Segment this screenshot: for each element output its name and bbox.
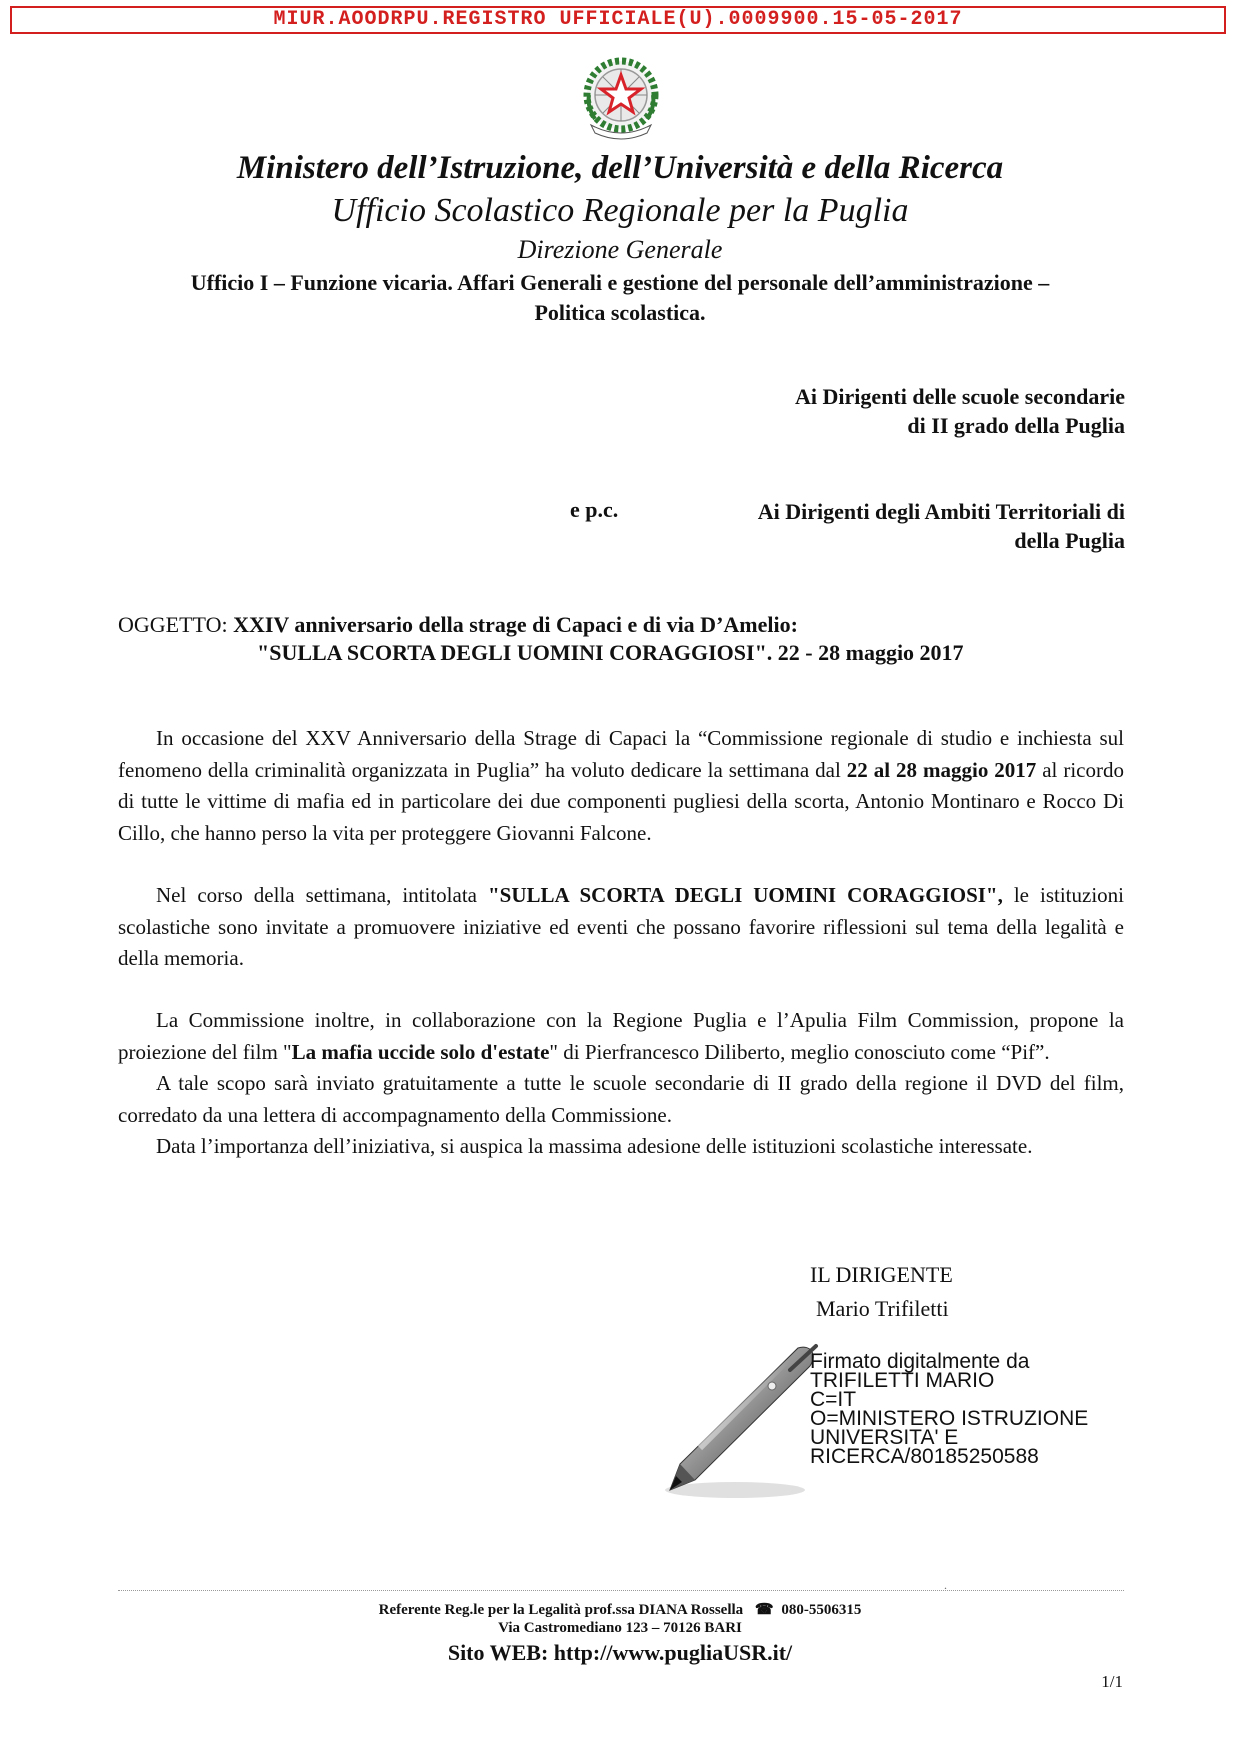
cc-recipients <box>758 497 1125 555</box>
digital-signature-line-4: O=MINISTERO ISTRUZIONE <box>810 1407 1089 1430</box>
primary-recipients-line-2: di II grado della Puglia <box>907 413 1125 438</box>
department-line-2: Politica scolastica. <box>534 300 706 325</box>
footer-referente <box>0 1600 1240 1619</box>
footer-website: Sito WEB: http://www.pugliaUSR.it/ <box>447 1640 793 1665</box>
paragraph-1-text-a: In occasione del XXV Anniversario della Strage di Capaci la “Commissione regionale di studio e inchiesta sul fenomeno della criminalità organizzata in Puglia” ha voluto dedicare la settimana dal <box>118 726 1124 782</box>
paragraph-3-text-b: " di Pierfrancesco Diliberto, meglio conosciuto come “Pif”. <box>549 1039 1050 1064</box>
department-line-1: Ufficio I – Funzione vicaria. Affari Generali e gestione del personale dell’amministrazione – <box>190 270 1050 295</box>
phone-icon: ☎ <box>754 1602 774 1618</box>
footer-referente-text: Referente Reg.le per la Legalità prof.ssa DIANA Rossella <box>378 1602 744 1618</box>
paragraph-2 <box>118 880 1124 975</box>
paragraph-1-text-b: al ricordo di tutte le vittime di mafia ed in particolare dei due componenti pugliesi della scorta, Antonio Montinaro e Rocco Di Cillo, che hanno perso la vita per proteggere Giovanni Falcone. <box>118 757 1124 845</box>
regional-office-title: Ufficio Scolastico Regionale per la Puglia <box>331 192 909 229</box>
paragraph-3-film-title: La mafia uccide solo d'estate <box>291 1039 550 1064</box>
pen-icon <box>640 1340 820 1505</box>
subject-text-2: "SULLA SCORTA DEGLI UOMINI CORAGGIOSI". 22 - 28 maggio 2017 <box>257 640 964 665</box>
footer-address: Via Castromediano 123 – 70126 BARI <box>498 1620 742 1636</box>
paragraph-2-text-a: Nel corso della settimana, intitolata <box>156 883 488 907</box>
subject-text-1: XXIV anniversario della strage di Capaci e di via D’Amelio: <box>233 612 798 637</box>
digital-signature-line-2: TRIFILETTI MARIO <box>810 1369 995 1392</box>
letter-body-part-2 <box>118 880 1124 975</box>
digital-signature-line-5: UNIVERSITA' E <box>810 1426 959 1449</box>
paragraph-2-text-b: le istituzioni scolastiche sono invitate a promuovere iniziative ed eventi che possano favorire riflessioni sul tema della legalità e della memoria. <box>118 883 1124 970</box>
paragraph-2-title: "SULLA SCORTA DEGLI UOMINI CORAGGIOSI", <box>487 883 1003 907</box>
primary-recipients <box>795 382 1125 440</box>
digital-signature-line-1: Firmato digitalmente da <box>810 1350 1030 1373</box>
signatory-title: IL DIRIGENTE <box>810 1262 953 1287</box>
italian-republic-emblem-icon <box>577 55 665 145</box>
department-heading <box>110 268 1130 328</box>
paragraph-3-text-a: La Commissione inoltre, in collaborazione con la Regione Puglia e l’Apulia Film Commission, propone la proiezione del film " <box>118 1008 1124 1064</box>
cc-recipients-line-2: della Puglia <box>1014 528 1125 553</box>
letter-body-part-3 <box>118 1005 1124 1163</box>
digital-signature-block <box>810 1352 1088 1466</box>
subject-label: OGGETTO: <box>118 612 228 637</box>
cc-label: e p.c. <box>570 497 619 522</box>
footer-phone: 080-5506315 <box>781 1602 862 1618</box>
primary-recipients-line-1: Ai Dirigenti delle scuole secondarie <box>795 384 1125 409</box>
page-number: 1/1 <box>1101 1672 1123 1691</box>
ministry-title: Ministero dell’Istruzione, dell’Università e della Ricerca <box>236 150 1004 186</box>
subject-line-1 <box>118 610 798 640</box>
protocol-stamp: MIUR.AOODRPU.REGISTRO UFFICIALE(U).0009900.15-05-2017 <box>10 6 1226 34</box>
paragraph-1-dates: 22 al 28 maggio 2017 <box>846 757 1037 782</box>
signatory-name: Mario Trifiletti <box>816 1296 949 1321</box>
letter-body-part-1 <box>118 723 1124 849</box>
paragraph-3 <box>118 1005 1124 1068</box>
paragraph-1 <box>118 723 1124 849</box>
paragraph-5: Data l’importanza dell’iniziativa, si auspica la massima adesione delle istituzioni scolastiche interessate. <box>156 1134 1033 1158</box>
digital-signature-line-6: RICERCA/80185250588 <box>810 1445 1039 1468</box>
paragraph-4: A tale scopo sarà inviato gratuitamente a tutte le scuole secondarie di II grado della regione il DVD del film, corredato da una lettera di accompagnamento della Commissione. <box>118 1071 1124 1127</box>
digital-signature-line-3: C=IT <box>810 1388 857 1411</box>
direction-title: Direzione Generale <box>517 235 723 264</box>
cc-recipients-line-1: Ai Dirigenti degli Ambiti Territoriali di <box>757 499 1125 524</box>
footer-divider <box>118 1590 1124 1591</box>
footer-dot: . <box>944 1578 947 1592</box>
